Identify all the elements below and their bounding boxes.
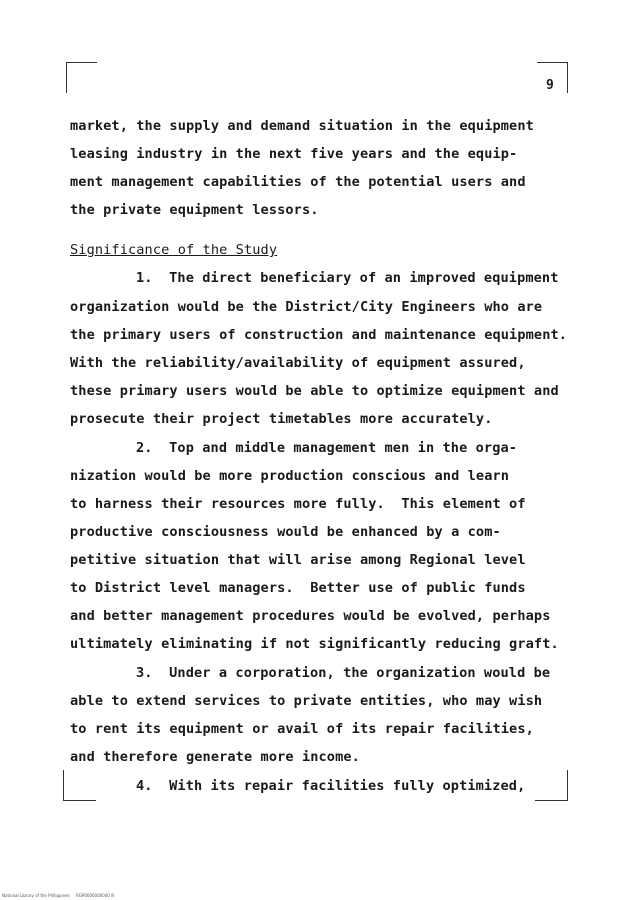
crop-mark-top-left (66, 62, 97, 93)
text-line: the primary users of construction and maintenance equipment. (70, 327, 568, 343)
text-line: leasing industry in the next five years and the equip- (70, 146, 518, 162)
crop-mark-bottom-left (63, 770, 96, 801)
text-line: 4. With its repair facilities fully optimized, (136, 778, 526, 794)
text-line: 3. Under a corporation, the organization would be (136, 665, 551, 681)
text-line: productive consciousness would be enhanced by a com- (70, 524, 501, 540)
text-line: to rent its equipment or avail of its repair facilities, (70, 721, 534, 737)
text-line: organization would be the District/City Engineers who are (70, 299, 543, 315)
text-line: nization would be more production conscious and learn (70, 468, 510, 484)
footer-note: National Library of the Philippines RGP0000000000 lll (2, 893, 115, 898)
text-line: to District level managers. Better use of public funds (70, 580, 526, 596)
text-line: ultimately eliminating if not significantly reducing graft. (70, 636, 559, 652)
text-line: and better management procedures would be evolved, perhaps (70, 608, 551, 624)
text-line: to harness their resources more fully. This element of (70, 496, 526, 512)
text-line: prosecute their project timetables more accurately. (70, 411, 493, 427)
text-line: able to extend services to private entities, who may wish (70, 693, 543, 709)
text-line: and therefore generate more income. (70, 749, 360, 765)
text-line: these primary users would be able to optimize equipment and (70, 383, 559, 399)
text-line: market, the supply and demand situation in the equipment (70, 118, 534, 134)
text-line: petitive situation that will arise among Regional level (70, 552, 526, 568)
text-line: the private equipment lessors. (70, 202, 319, 218)
text-line: ment management capabilities of the potential users and (70, 174, 526, 190)
page-number: 9 (546, 78, 554, 93)
text-line: 2. Top and middle management men in the orga- (136, 440, 518, 456)
section-heading: Significance of the Study (70, 242, 278, 258)
text-line: 1. The direct beneficiary of an improved equipment (136, 270, 559, 286)
text-line: With the reliability/availability of equipment assured, (70, 355, 526, 371)
crop-mark-bottom-right (535, 770, 568, 801)
